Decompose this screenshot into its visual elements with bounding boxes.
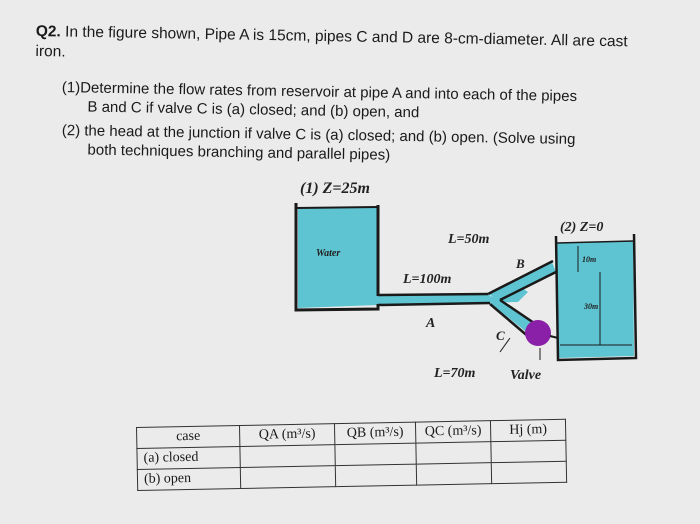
pipe-C-length-label: L=70m — [434, 366, 476, 381]
header-QA: QA (m³/s) — [239, 424, 334, 447]
cell-Hj — [491, 440, 566, 462]
pipe-A-length-label: L=100m — [403, 272, 452, 287]
part-1-line-1: (1)Determine the flow rates from reservoir at pipe A and into each of the pipes — [61, 78, 578, 105]
part-1-line-2: B and C if valve C is (a) closed; and (b) open, and — [87, 98, 420, 122]
valve-label: Valve — [510, 368, 542, 383]
header-QC: QC (m³/s) — [415, 421, 490, 443]
dim-30m-label: 30m — [584, 302, 599, 311]
results-table — [136, 419, 567, 491]
dim-10m-label: 10m — [582, 255, 597, 264]
pipe-A-label: A — [426, 316, 436, 331]
reservoir-2-elevation-label: (2) Z=0 — [560, 220, 604, 235]
reservoir-1-elevation-label: (1) Z=25m — [300, 180, 370, 197]
cell-Hj — [491, 461, 566, 483]
cell-QC — [416, 463, 491, 485]
row-case: (a) closed — [137, 447, 240, 470]
valve-icon — [525, 320, 551, 346]
water-label: Water — [316, 248, 341, 259]
pipe-B-label: B — [516, 256, 525, 271]
question-body: In the figure shown, Pipe A is 15cm, pipes C and D are 8-cm-diameter. All are cast iron. — [35, 23, 628, 61]
pipe-A-top — [378, 294, 488, 295]
question-number: Q2. — [35, 22, 61, 41]
cell-QA — [240, 445, 335, 468]
pipe-B-length-label: L=50m — [448, 232, 490, 247]
cell-QC — [416, 442, 491, 464]
header-Hj: Hj (m) — [490, 419, 565, 441]
pipe-C-label: C — [496, 328, 505, 343]
cell-QB — [335, 464, 416, 487]
header-QB: QB (m³/s) — [334, 422, 415, 445]
part-2-line-1: (2) the head at the junction if valve C is (a) closed; and (b) open. (Solve using — [61, 121, 576, 148]
cell-QA — [240, 466, 335, 489]
cell-QB — [335, 443, 416, 466]
part-2-line-2: both techniques branching and parallel pipes) — [87, 141, 391, 164]
header-case: case — [137, 426, 240, 449]
row-case: (b) open — [137, 468, 240, 491]
reservoir-1-surface — [296, 207, 378, 208]
